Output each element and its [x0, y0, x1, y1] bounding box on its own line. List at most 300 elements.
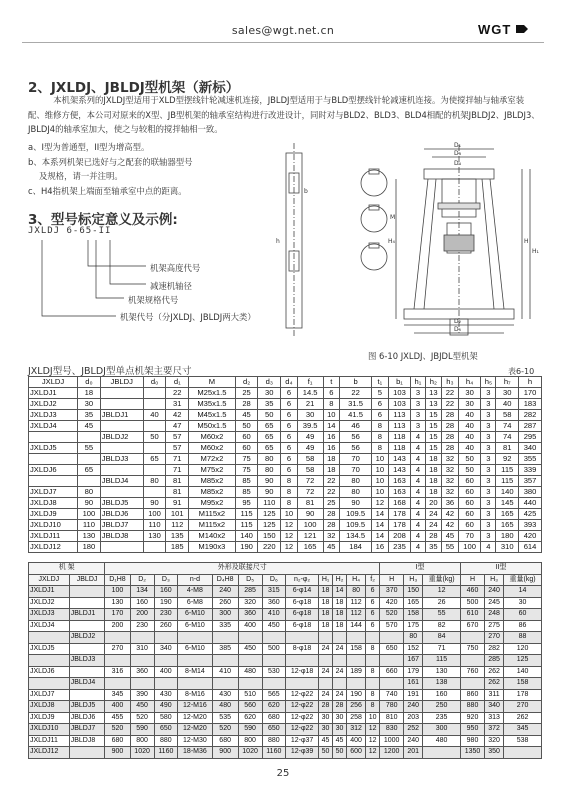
table-cell: 510 [238, 689, 262, 701]
table-cell: 12 [281, 531, 298, 542]
table-cell: 8-φ18 [286, 643, 319, 655]
table-cell: 40 [458, 432, 481, 443]
table-cell: 70 [340, 465, 372, 476]
table-cell: 168 [388, 498, 411, 509]
table-cell: 1000 [380, 735, 404, 747]
table-cell: 45 [235, 410, 258, 421]
table-row [29, 509, 542, 520]
table-cell: 500 [460, 597, 484, 609]
table-cell: 320 [238, 597, 262, 609]
table-cell [143, 421, 166, 432]
table-cell: M25x1.5 [189, 388, 236, 399]
table-cell [460, 678, 484, 690]
table-cell: 71 [423, 643, 461, 655]
table-cell: 1160 [154, 747, 177, 759]
table2-body [29, 563, 542, 759]
table-cell: 8 [372, 421, 389, 432]
table-cell: M60x2 [189, 443, 236, 454]
table-cell: 163 [388, 476, 411, 487]
table-cell: 165 [496, 509, 519, 520]
table-cell: 6-M8 [178, 597, 213, 609]
table-cell: 680 [212, 735, 238, 747]
table-cell: 650 [154, 724, 177, 736]
table-cell: 113 [388, 410, 411, 421]
table-cell [100, 487, 143, 498]
table-cell: 100 [143, 509, 166, 520]
table-cell: 310 [130, 643, 154, 655]
table-cell [366, 632, 380, 644]
table-cell: 100 [105, 586, 130, 598]
table-cell [154, 655, 177, 667]
table-cell: 520 [130, 712, 154, 724]
table-cell: 3 [411, 399, 425, 410]
table-cell: 109.5 [340, 520, 372, 531]
table-cell: 167 [404, 655, 423, 667]
table-row [29, 487, 542, 498]
table-cell: 160 [154, 586, 177, 598]
table-cell: 50 [458, 454, 481, 465]
table-cell: 55 [442, 542, 459, 553]
table-cell: 170 [105, 609, 130, 621]
table-cell: 6-φ18 [286, 609, 319, 621]
table-row [29, 678, 542, 690]
table-cell: 275 [485, 620, 504, 632]
table-cell: 235 [388, 542, 411, 553]
table-cell: 86 [504, 620, 542, 632]
table-cell: 780 [380, 701, 404, 713]
table-cell: JBLDJ4 [100, 476, 143, 487]
table-cell: 14 [372, 531, 389, 542]
table-cell: 355 [519, 454, 542, 465]
table-cell: 113 [388, 421, 411, 432]
table-cell: 55 [78, 443, 101, 454]
table-cell: 3 [411, 410, 425, 421]
table-cell: JXLDJ5 [29, 643, 70, 655]
table-cell: 300 [423, 724, 461, 736]
table-cell: 85 [235, 487, 258, 498]
table-cell: 15 [425, 410, 442, 421]
table-row [29, 531, 542, 542]
table-cell: n-d [178, 574, 213, 586]
table-cell: 49 [297, 443, 323, 454]
table-cell [69, 620, 105, 632]
table-cell [319, 678, 333, 690]
table-cell: 4 [411, 465, 425, 476]
table-cell: 115 [496, 476, 519, 487]
table-cell: 18 [333, 597, 347, 609]
table-cell: II型 [460, 563, 541, 575]
table-cell: 81 [166, 487, 189, 498]
table-cell [29, 655, 70, 667]
table-cell: 316 [105, 666, 130, 678]
frame-drawing [264, 133, 550, 345]
table-cell: 830 [380, 724, 404, 736]
table-cell: 490 [154, 701, 177, 713]
table-cell: I型 [380, 563, 461, 575]
table-cell: 165 [404, 597, 423, 609]
table-cell: 35 [425, 542, 442, 553]
table-cell: 270 [105, 643, 130, 655]
table-cell: 450 [262, 620, 285, 632]
table-cell: 950 [460, 724, 484, 736]
table-cell: 313 [485, 712, 504, 724]
table-cell [69, 666, 105, 678]
table-cell: 270 [485, 632, 504, 644]
table1-header-row [29, 377, 542, 388]
table-row [29, 735, 542, 747]
table-cell: 130 [105, 597, 130, 609]
table-cell: 18 [319, 597, 333, 609]
table-row [29, 454, 542, 465]
table-cell: 240 [404, 735, 423, 747]
table-cell: 112 [347, 597, 366, 609]
table-cell: 208 [388, 531, 411, 542]
table-cell: 115 [235, 520, 258, 531]
table-cell: 4 [411, 542, 425, 553]
table-cell: 130 [78, 531, 101, 542]
table-cell: 14 [372, 520, 389, 531]
table-cell [262, 632, 285, 644]
table-cell [143, 465, 166, 476]
table2 [28, 562, 542, 759]
table-cell: 315 [262, 586, 285, 598]
table-cell: 670 [460, 620, 484, 632]
table-cell: H₄ [347, 574, 366, 586]
table-cell: 538 [504, 735, 542, 747]
figure-caption: 图 6-10 JXLDJ、JBJDL型机架 [368, 351, 478, 361]
table-cell: 311 [485, 689, 504, 701]
table-cell: 1020 [238, 747, 262, 759]
table-cell: 420 [380, 597, 404, 609]
table-cell: 24 [333, 666, 347, 678]
table-cell [29, 476, 78, 487]
table-cell: 18 [333, 620, 347, 632]
table-row [29, 701, 542, 713]
table-cell: 109.5 [340, 509, 372, 520]
table-cell [69, 597, 105, 609]
legend-frame-spec: 机架规格代号 [128, 295, 179, 305]
table-cell: 90 [297, 509, 323, 520]
table-cell: 282 [519, 410, 542, 421]
table-cell: 900 [212, 747, 238, 759]
table-cell: 16 [372, 542, 389, 553]
table-cell: 240 [404, 701, 423, 713]
table-cell: 100 [458, 542, 481, 553]
table-cell: 70 [340, 454, 372, 465]
table-cell: JXLDJ6 [29, 465, 78, 476]
label-d5: D₅ [454, 326, 462, 333]
table-cell: 150 [258, 531, 281, 542]
table-cell [130, 655, 154, 667]
table-cell [238, 678, 262, 690]
label-h1: H₁ [532, 248, 539, 255]
table-cell: 28 [425, 531, 442, 542]
table-cell: D₃ [154, 574, 177, 586]
table-cell: 150 [404, 586, 423, 598]
table-cell: 152 [404, 643, 423, 655]
table-row [29, 620, 542, 632]
table-cell: D₄H8 [212, 574, 238, 586]
table-row [29, 542, 542, 553]
table-cell: 340 [485, 701, 504, 713]
table-cell: 6-M10 [178, 620, 213, 632]
table-cell: 18 [319, 620, 333, 632]
table-cell: 81 [297, 498, 323, 509]
table-cell: JXLDJ10 [29, 724, 70, 736]
table-cell: 178 [504, 689, 542, 701]
table-cell: 22 [442, 399, 459, 410]
table-cell [366, 678, 380, 690]
table-cell: 4 [481, 542, 496, 553]
table-cell: H₃ [485, 574, 504, 586]
table-cell [130, 678, 154, 690]
table-cell [29, 632, 70, 644]
table-cell: 250 [423, 701, 461, 713]
table-cell: 300 [212, 609, 238, 621]
table-cell: 15 [425, 432, 442, 443]
table-cell: 140 [235, 531, 258, 542]
table-row [29, 432, 542, 443]
table-cell: 144 [347, 620, 366, 632]
table-cell: 750 [460, 643, 484, 655]
table-cell: 10 [372, 476, 389, 487]
table-cell: 158 [404, 609, 423, 621]
table-cell: JXLDJ3 [29, 410, 78, 421]
table-cell: 35 [78, 410, 101, 421]
table-cell: 30 [297, 410, 323, 421]
table-cell [154, 678, 177, 690]
table-cell: 143 [388, 465, 411, 476]
table-cell: 10 [323, 410, 340, 421]
table-cell: 10 [372, 465, 389, 476]
table-cell: 258 [347, 712, 366, 724]
table-cell: 外形及联接尺寸 [105, 563, 380, 575]
table-cell: 160 [130, 597, 154, 609]
table-row [29, 476, 542, 487]
table-cell: M190x3 [189, 542, 236, 553]
table-cell: 58 [297, 454, 323, 465]
table-cell: 42 [166, 410, 189, 421]
table-row [29, 498, 542, 509]
table-cell: 252 [404, 724, 423, 736]
table-cell: 4 [411, 509, 425, 520]
table-cell [286, 632, 319, 644]
table-cell: 80 [340, 476, 372, 487]
table-cell [78, 476, 101, 487]
table-cell: JXLDJ4 [29, 421, 78, 432]
table-cell: 18 [78, 388, 101, 399]
table-cell: 16 [323, 432, 340, 443]
table-cell [130, 632, 154, 644]
label-d1: D₁ [454, 142, 462, 149]
table-cell: 1160 [262, 747, 285, 759]
table-cell: 30 [504, 597, 542, 609]
table2-header-row [29, 574, 542, 586]
table-cell: 40 [458, 443, 481, 454]
table-cell: M140x2 [189, 531, 236, 542]
table-cell [212, 655, 238, 667]
table-cell: t [323, 377, 340, 388]
table-cell: JXLDJ6 [29, 666, 70, 678]
table-cell: 46 [340, 421, 372, 432]
table-cell: 80 [258, 454, 281, 465]
table-cell: 125 [258, 520, 281, 531]
table-cell [105, 678, 130, 690]
table-cell: 13 [425, 399, 442, 410]
table-cell: 6 [366, 620, 380, 632]
table-cell: 24 [425, 520, 442, 531]
table-cell: 30 [258, 388, 281, 399]
table-cell: 340 [519, 443, 542, 454]
table-cell: 620 [262, 701, 285, 713]
table-cell: d₁ [166, 377, 189, 388]
table-cell: 18 [425, 487, 442, 498]
section2-title: 2、JXLDJ、JBLDJ型机架（新标） [28, 80, 240, 96]
table-cell: 18 [425, 465, 442, 476]
table-cell: 191 [404, 689, 423, 701]
table-cell: 60 [458, 498, 481, 509]
table-cell: 18 [323, 454, 340, 465]
table-cell: 50 [333, 747, 347, 759]
table-cell: 740 [380, 689, 404, 701]
table-cell: 145 [496, 498, 519, 509]
table-cell: 230 [154, 609, 177, 621]
table-cell: 287 [519, 421, 542, 432]
table-cell: 248 [485, 609, 504, 621]
table-cell: 28 [319, 701, 333, 713]
table-cell: 14 [372, 509, 389, 520]
table-cell: 47 [166, 421, 189, 432]
table-cell: 72 [297, 476, 323, 487]
table-row [29, 666, 542, 678]
table-cell: 140 [504, 666, 542, 678]
table-cell [504, 747, 542, 759]
table-cell: 8 [372, 443, 389, 454]
table-cell: 85 [235, 476, 258, 487]
table-cell: 16 [323, 443, 340, 454]
table-cell: 14.5 [297, 388, 323, 399]
table-cell: 30 [319, 724, 333, 736]
table-cell: JXLDJ12 [29, 542, 78, 553]
table-cell: 75 [235, 465, 258, 476]
table-cell: 14 [333, 586, 347, 598]
table-cell: 80 [347, 586, 366, 598]
table-cell: 30 [458, 399, 481, 410]
table-row [29, 410, 542, 421]
table-cell: 357 [519, 476, 542, 487]
table-cell: 18 [425, 454, 442, 465]
table-cell: 60 [235, 443, 258, 454]
table-cell [100, 542, 143, 553]
table-cell: 24 [425, 509, 442, 520]
table-row [29, 609, 542, 621]
table-cell: 410 [212, 666, 238, 678]
label-d4: D₄ [454, 160, 462, 167]
table-cell: 25 [235, 388, 258, 399]
table-cell: 71 [166, 454, 189, 465]
table-cell: M60x2 [189, 432, 236, 443]
table-cell: JBLDJ7 [69, 724, 105, 736]
table-cell: 6-M10 [178, 643, 213, 655]
table-cell [212, 632, 238, 644]
table-cell: 6 [281, 410, 298, 421]
table-cell: 28 [442, 421, 459, 432]
table-cell: M [189, 377, 236, 388]
table-cell: 3 [481, 531, 496, 542]
table-cell: 12 [281, 520, 298, 531]
table-cell [29, 432, 78, 443]
section2-intro: 本机架系列的JXLDJ型适用于XLD型摆线针轮减速机连接，JBLDJ型适用于与BLD型摆线针轮减速机连接。为使搅拌轴与轴承室装配、维修方便，本公司对原来的X型、JB型机架的轴承室结构进行改进设计，同时对与BLD2、BLD3、BLD4相配的机架JBLDJ2、JBLDJ3、JBLDJ4的轴承室加大，使之与较粗的搅拌轴相一致。 [28, 95, 540, 134]
table-cell: 178 [388, 520, 411, 531]
table-cell: 393 [519, 520, 542, 531]
table-cell: JBLDJ2 [100, 432, 143, 443]
table-cell: 72 [297, 487, 323, 498]
label-h4: H₄ [388, 238, 395, 245]
table-cell [154, 632, 177, 644]
table-cell: 565 [262, 689, 285, 701]
table-cell: D₂ [130, 574, 154, 586]
table-cell: 6 [372, 410, 389, 421]
table-cell: 560 [238, 701, 262, 713]
table-cell: 345 [105, 689, 130, 701]
table-cell: 4 [411, 487, 425, 498]
table-cell: 4 [411, 476, 425, 487]
svg-text:WGT: WGT [478, 21, 512, 36]
table-cell: 660 [380, 666, 404, 678]
table-row [29, 443, 542, 454]
table-cell: 12-φ22 [286, 712, 319, 724]
table-cell: 8 [281, 476, 298, 487]
table-cell: 57 [166, 443, 189, 454]
table-cell: JBLDJ [100, 377, 143, 388]
table-cell: JXLDJ3 [29, 609, 70, 621]
table-cell: 75 [235, 454, 258, 465]
table-cell: 240 [485, 586, 504, 598]
table-cell: 1350 [460, 747, 484, 759]
table-cell [105, 655, 130, 667]
table-cell: M50x1.5 [189, 421, 236, 432]
table-cell: 310 [496, 542, 519, 553]
table-cell [69, 643, 105, 655]
table-cell: 450 [130, 701, 154, 713]
table-cell: 22 [340, 388, 372, 399]
table-cell: JXLDJ8 [29, 498, 78, 509]
table-cell: 112 [166, 520, 189, 531]
table-cell: 45 [333, 735, 347, 747]
table-cell: 14 [323, 421, 340, 432]
table-cell: 56 [340, 443, 372, 454]
table-cell: 15 [425, 443, 442, 454]
table-cell: 320 [485, 735, 504, 747]
legend-frame-code: 机架代号（分JXLDJ、JBLDJ两大类） [120, 312, 256, 322]
table-cell: 30 [333, 724, 347, 736]
table-cell: 3 [481, 520, 496, 531]
header-email: sales@wgt.net.cn [231, 24, 335, 37]
table-cell: 8 [366, 701, 380, 713]
table-cell: JBLDJ2 [69, 632, 105, 644]
table-cell: 57 [166, 432, 189, 443]
table-cell: 130 [423, 666, 461, 678]
table-cell: 41.5 [340, 410, 372, 421]
table-cell: JBLDJ6 [100, 509, 143, 520]
legend-height-code: 机架高度代号 [150, 263, 201, 273]
table-cell: 650 [262, 724, 285, 736]
table-cell: 8-M16 [178, 689, 213, 701]
table-cell: 880 [154, 735, 177, 747]
note-a: a、I型为普通型，II型为增高型。 [28, 142, 150, 152]
table-cell: 50 [258, 410, 281, 421]
table-cell: 134.5 [340, 531, 372, 542]
